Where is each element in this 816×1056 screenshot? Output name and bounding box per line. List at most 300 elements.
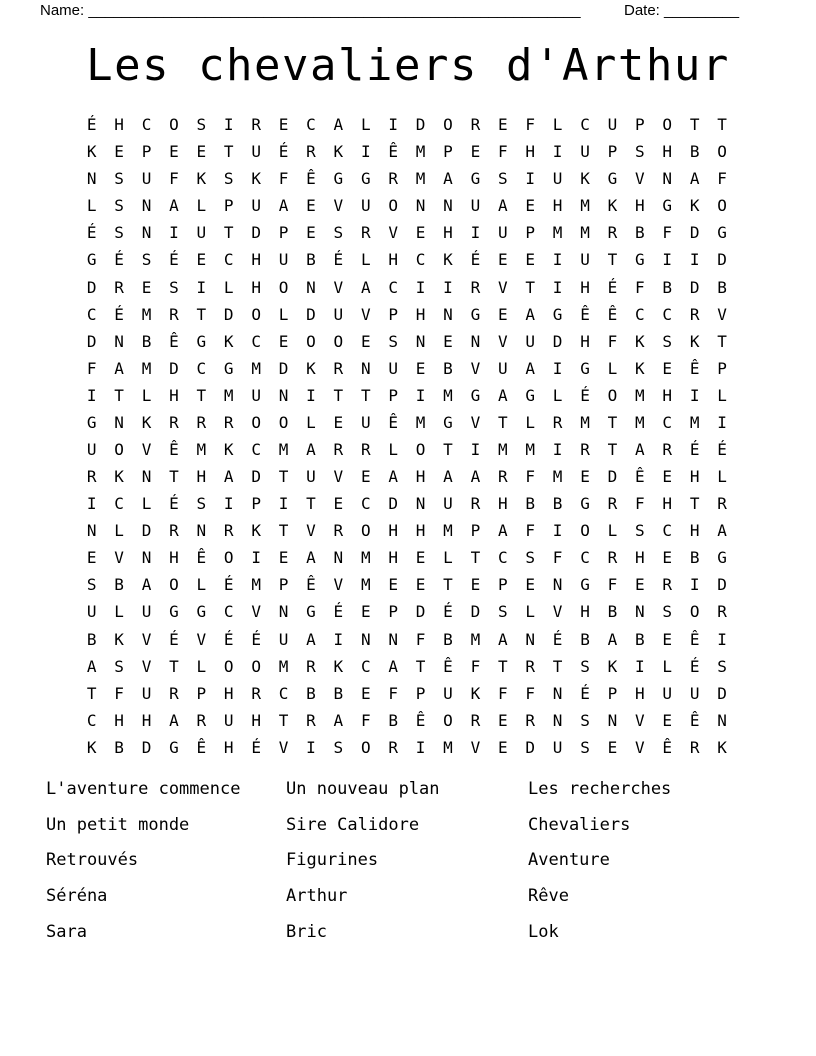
grid-cell: R [223, 521, 234, 541]
grid-cell: I [662, 250, 673, 270]
grid-cell: U [689, 683, 700, 703]
grid-cell: H [251, 710, 261, 730]
grid-cell: G [635, 250, 645, 270]
grid-cell: S [114, 196, 124, 216]
grid-cell: I [552, 142, 563, 162]
grid-cell: R [470, 277, 481, 297]
grid-cell: F [360, 710, 371, 730]
grid-cell: H [114, 115, 124, 135]
grid-cell: É [689, 439, 700, 459]
grid-cell: R [607, 494, 618, 514]
grid-cell: T [169, 656, 179, 676]
grid-cell: B [662, 277, 673, 297]
grid-cell: D [470, 602, 481, 622]
grid-cell: K [689, 331, 700, 351]
grid-cell: U [360, 196, 371, 216]
grid-cell: E [278, 548, 289, 568]
grid-cell: H [196, 467, 207, 487]
grid-cell: M [251, 575, 261, 595]
grid-cell: V [333, 277, 344, 297]
grid-cell: E [497, 710, 508, 730]
grid-cell: T [86, 683, 97, 703]
grid-cell: M [360, 575, 371, 595]
grid-cell: U [525, 331, 536, 351]
grid-cell: O [278, 277, 289, 297]
grid-cell: C [415, 250, 426, 270]
word-list-column [528, 779, 671, 957]
grid-cell: T [169, 467, 179, 487]
word-list-item: Aventure [528, 850, 610, 871]
grid-cell: S [333, 737, 344, 757]
grid-cell: D [689, 277, 700, 297]
grid-cell: V [635, 737, 645, 757]
grid-cell: O [251, 304, 261, 324]
grid-cell: N [141, 223, 152, 243]
grid-cell: U [662, 683, 673, 703]
grid-cell: M [689, 412, 700, 432]
grid-cell: D [278, 358, 289, 378]
grid-cell: E [525, 196, 536, 216]
grid-cell: G [717, 223, 727, 243]
grid-cell: G [86, 250, 97, 270]
grid-cell: E [470, 575, 481, 595]
grid-cell: D [251, 223, 261, 243]
grid-cell: U [580, 142, 590, 162]
grid-cell: E [662, 358, 673, 378]
grid-cell: A [717, 521, 727, 541]
grid-cell: T [689, 115, 700, 135]
grid-cell: F [470, 656, 481, 676]
grid-cell: U [552, 169, 563, 189]
grid-cell: C [114, 494, 124, 514]
grid-cell: R [169, 521, 179, 541]
grid-cell: Ê [580, 304, 590, 324]
grid-cell: I [552, 439, 563, 459]
grid-cell: I [689, 385, 700, 405]
grid-cell: E [278, 331, 289, 351]
grid-cell: G [169, 602, 179, 622]
grid-cell: L [525, 602, 536, 622]
grid-cell: E [497, 250, 508, 270]
grid-cell: N [415, 494, 426, 514]
grid-cell: C [662, 412, 673, 432]
grid-cell: N [114, 331, 124, 351]
grid-cell: H [635, 196, 645, 216]
grid-cell: B [306, 683, 316, 703]
name-label: Name: [40, 2, 85, 19]
grid-cell: Ê [169, 439, 179, 459]
grid-cell: I [552, 250, 563, 270]
grid-cell: R [689, 304, 700, 324]
grid-cell: A [497, 196, 508, 216]
grid-cell: B [689, 142, 700, 162]
grid-cell: É [443, 602, 453, 622]
grid-cell: É [607, 277, 618, 297]
grid-cell: L [360, 250, 371, 270]
grid-cell: A [635, 439, 645, 459]
grid-cell: G [333, 169, 344, 189]
grid-cell: A [525, 304, 536, 324]
grid-cell: F [552, 548, 563, 568]
grid-cell: T [717, 115, 727, 135]
grid-cell: M [196, 439, 207, 459]
grid-cell: R [333, 521, 344, 541]
word-list-item: Figurines [286, 850, 379, 871]
name-blank-line: ___________________________________________________________ [88, 2, 581, 19]
grid-cell: K [443, 250, 453, 270]
grid-cell: R [306, 710, 316, 730]
grid-cell: V [141, 656, 152, 676]
grid-cell: V [141, 629, 152, 649]
word-list-item: Retrouvés [46, 850, 139, 871]
grid-cell: K [251, 169, 261, 189]
grid-cell: O [169, 115, 179, 135]
grid-cell: H [525, 142, 536, 162]
grid-cell: O [662, 115, 673, 135]
grid-cell: N [333, 548, 344, 568]
grid-cell: R [169, 412, 179, 432]
grid-cell: E [196, 250, 207, 270]
grid-cell: G [86, 412, 97, 432]
grid-cell: H [169, 548, 179, 568]
grid-cell: S [662, 331, 673, 351]
grid-cell: Ê [306, 169, 316, 189]
grid-cell: O [251, 412, 261, 432]
grid-cell: H [689, 521, 700, 541]
grid-cell: T [443, 575, 453, 595]
grid-cell: U [251, 196, 261, 216]
grid-cell: L [662, 656, 673, 676]
grid-cell: T [278, 467, 289, 487]
grid-cell: I [306, 737, 316, 757]
grid-cell: U [278, 629, 289, 649]
grid-cell: M [443, 737, 453, 757]
grid-cell: A [141, 575, 152, 595]
grid-cell: R [662, 439, 673, 459]
grid-cell: É [580, 683, 590, 703]
grid-cell: D [415, 115, 426, 135]
grid-cell: R [388, 169, 398, 189]
grid-cell: V [635, 710, 645, 730]
grid-cell: O [717, 196, 727, 216]
grid-cell: P [223, 196, 234, 216]
grid-cell: F [525, 115, 536, 135]
grid-cell: I [525, 169, 536, 189]
grid-cell: H [223, 737, 234, 757]
grid-cell: H [635, 683, 645, 703]
grid-cell: U [278, 250, 289, 270]
grid-cell: E [580, 467, 590, 487]
grid-cell: F [607, 331, 618, 351]
grid-cell: G [580, 358, 590, 378]
grid-cell: V [333, 575, 344, 595]
grid-cell: F [717, 169, 727, 189]
grid-cell: E [415, 548, 426, 568]
grid-cell: A [306, 548, 316, 568]
grid-cell: D [86, 331, 97, 351]
grid-cell: A [169, 710, 179, 730]
grid-cell: O [251, 656, 261, 676]
grid-cell: L [388, 439, 398, 459]
grid-cell: Ê [689, 358, 700, 378]
grid-cell: I [306, 385, 316, 405]
grid-cell: L [717, 385, 727, 405]
grid-cell: U [251, 142, 261, 162]
word-list [46, 779, 671, 957]
grid-cell: N [86, 169, 97, 189]
grid-cell: V [251, 602, 261, 622]
grid-cell: G [552, 304, 563, 324]
grid-cell: M [415, 169, 426, 189]
grid-cell: L [196, 575, 207, 595]
grid-cell: L [607, 521, 618, 541]
grid-cell: N [662, 169, 673, 189]
grid-cell: H [552, 196, 563, 216]
grid-cell: O [278, 412, 289, 432]
grid-cell: R [470, 115, 481, 135]
date-field-group [624, 1, 739, 21]
grid-cell: E [607, 737, 618, 757]
grid-cell: R [306, 142, 316, 162]
grid-cell: N [86, 521, 97, 541]
grid-cell: M [497, 439, 508, 459]
grid-cell: I [717, 412, 727, 432]
grid-cell: D [717, 575, 727, 595]
grid-cell: T [278, 710, 289, 730]
grid-cell: R [360, 439, 371, 459]
grid-cell: M [443, 385, 453, 405]
grid-cell: A [86, 656, 97, 676]
grid-cell: B [388, 710, 398, 730]
word-list-item: Sara [46, 921, 87, 942]
grid-cell: C [306, 115, 316, 135]
grid-cell: O [169, 575, 179, 595]
grid-cell: K [223, 439, 234, 459]
grid-cell: H [251, 277, 261, 297]
grid-cell: V [306, 521, 316, 541]
grid-cell: H [580, 331, 590, 351]
grid-cell: N [525, 629, 536, 649]
grid-cell: P [388, 385, 398, 405]
grid-cell: R [306, 656, 316, 676]
grid-cell: Ê [169, 331, 179, 351]
grid-cell: L [278, 304, 289, 324]
grid-cell: N [141, 467, 152, 487]
grid-cell: U [607, 115, 618, 135]
grid-cell: T [497, 412, 508, 432]
grid-cell: S [717, 656, 727, 676]
grid-cell: T [443, 439, 453, 459]
grid-cell: V [141, 439, 152, 459]
grid-cell: T [470, 548, 481, 568]
grid-cell: U [86, 439, 97, 459]
grid-cell: V [278, 737, 289, 757]
grid-cell: T [278, 521, 289, 541]
grid-cell: R [580, 439, 590, 459]
grid-cell: N [141, 196, 152, 216]
grid-cell: S [86, 575, 97, 595]
grid-cell: Ê [662, 737, 673, 757]
grid-cell: A [306, 629, 316, 649]
grid-cell: P [443, 142, 453, 162]
grid-cell: H [662, 142, 673, 162]
grid-cell: I [443, 277, 453, 297]
grid-cell: B [306, 250, 316, 270]
word-list-item: Bric [286, 921, 327, 942]
grid-cell: É [251, 737, 261, 757]
grid-cell: C [251, 439, 261, 459]
grid-cell: F [662, 223, 673, 243]
grid-cell: I [251, 548, 261, 568]
word-list-item: Rêve [528, 886, 569, 907]
grid-cell: K [333, 656, 344, 676]
grid-cell: S [141, 250, 152, 270]
grid-cell: V [470, 412, 481, 432]
grid-cell: M [525, 439, 536, 459]
grid-cell: K [689, 196, 700, 216]
grid-cell: C [86, 710, 97, 730]
grid-cell: T [223, 223, 234, 243]
grid-cell: Ê [607, 304, 618, 324]
grid-cell: H [689, 467, 700, 487]
grid-cell: L [114, 602, 124, 622]
grid-cell: C [141, 115, 152, 135]
grid-cell: B [580, 629, 590, 649]
grid-cell: S [635, 142, 645, 162]
grid-cell: L [114, 521, 124, 541]
grid-cell: H [415, 304, 426, 324]
grid-cell: I [388, 115, 398, 135]
word-search-grid [78, 111, 736, 761]
grid-cell: I [223, 494, 234, 514]
grid-cell: T [607, 412, 618, 432]
grid-cell: S [196, 115, 207, 135]
grid-cell: M [141, 358, 152, 378]
grid-cell: H [635, 548, 645, 568]
grid-cell: G [360, 169, 371, 189]
grid-cell: H [497, 494, 508, 514]
grid-cell: I [415, 277, 426, 297]
grid-cell: B [333, 683, 344, 703]
grid-cell: Ê [196, 737, 207, 757]
grid-cell: N [552, 575, 563, 595]
grid-cell: V [360, 304, 371, 324]
grid-cell: É [114, 250, 124, 270]
grid-cell: Ê [689, 710, 700, 730]
grid-cell: É [278, 142, 289, 162]
grid-cell: H [388, 250, 398, 270]
grid-cell: G [443, 412, 453, 432]
grid-cell: I [415, 385, 426, 405]
grid-cell: V [497, 277, 508, 297]
grid-cell: S [223, 169, 234, 189]
grid-cell: C [662, 304, 673, 324]
grid-cell: T [717, 331, 727, 351]
grid-cell: N [306, 277, 316, 297]
grid-cell: F [525, 467, 536, 487]
word-list-item: Les recherches [528, 779, 672, 799]
grid-cell: É [169, 250, 179, 270]
word-list-item: Sire Calidore [286, 814, 420, 835]
grid-cell: N [278, 602, 289, 622]
grid-cell: S [388, 331, 398, 351]
grid-cell: É [333, 602, 344, 622]
date-blank-line: _________ [664, 2, 740, 19]
grid-cell: N [360, 358, 371, 378]
grid-cell: U [333, 304, 344, 324]
grid-cell: D [717, 250, 727, 270]
grid-cell: B [689, 548, 700, 568]
grid-cell: S [497, 169, 508, 189]
grid-cell: V [470, 737, 481, 757]
grid-cell: F [278, 169, 289, 189]
grid-cell: L [552, 385, 563, 405]
grid-cell: O [223, 656, 234, 676]
grid-cell: S [333, 223, 344, 243]
grid-cell: G [306, 602, 316, 622]
grid-cell: O [360, 737, 371, 757]
grid-cell: G [470, 304, 481, 324]
grid-cell: E [470, 142, 481, 162]
grid-cell: K [141, 412, 152, 432]
grid-cell: T [607, 439, 618, 459]
grid-cell: T [607, 250, 618, 270]
grid-cell: L [86, 196, 97, 216]
grid-cell: L [141, 385, 152, 405]
grid-cell: A [388, 656, 398, 676]
grid-cell: E [114, 142, 124, 162]
grid-cell: S [580, 656, 590, 676]
grid-cell: G [580, 575, 590, 595]
grid-cell: H [662, 494, 673, 514]
grid-cell: V [470, 358, 481, 378]
grid-cell: D [223, 304, 234, 324]
grid-cell: C [223, 250, 234, 270]
grid-cell: A [333, 710, 344, 730]
grid-cell: R [86, 467, 97, 487]
grid-cell: M [443, 521, 453, 541]
grid-cell: K [86, 142, 97, 162]
grid-cell: K [635, 358, 645, 378]
grid-cell: A [443, 169, 453, 189]
grid-cell: T [552, 656, 563, 676]
grid-cell: I [278, 494, 289, 514]
grid-cell: V [552, 602, 563, 622]
grid-cell: S [635, 521, 645, 541]
grid-cell: V [114, 548, 124, 568]
grid-cell: K [635, 331, 645, 351]
grid-cell: U [86, 602, 97, 622]
grid-cell: H [141, 710, 152, 730]
grid-cell: I [415, 737, 426, 757]
grid-cell: L [443, 548, 453, 568]
grid-cell: I [552, 358, 563, 378]
grid-cell: U [580, 250, 590, 270]
grid-cell: É [86, 223, 97, 243]
grid-cell: U [141, 602, 152, 622]
grid-cell: É [114, 304, 124, 324]
grid-cell: S [525, 548, 536, 568]
grid-cell: Ê [689, 629, 700, 649]
grid-cell: E [662, 467, 673, 487]
grid-cell: D [415, 602, 426, 622]
word-list-item: Chevaliers [528, 814, 631, 835]
grid-cell: T [223, 142, 234, 162]
grid-cell: D [552, 331, 563, 351]
grid-cell: C [86, 304, 97, 324]
grid-cell: U [470, 196, 481, 216]
grid-cell: F [497, 683, 508, 703]
